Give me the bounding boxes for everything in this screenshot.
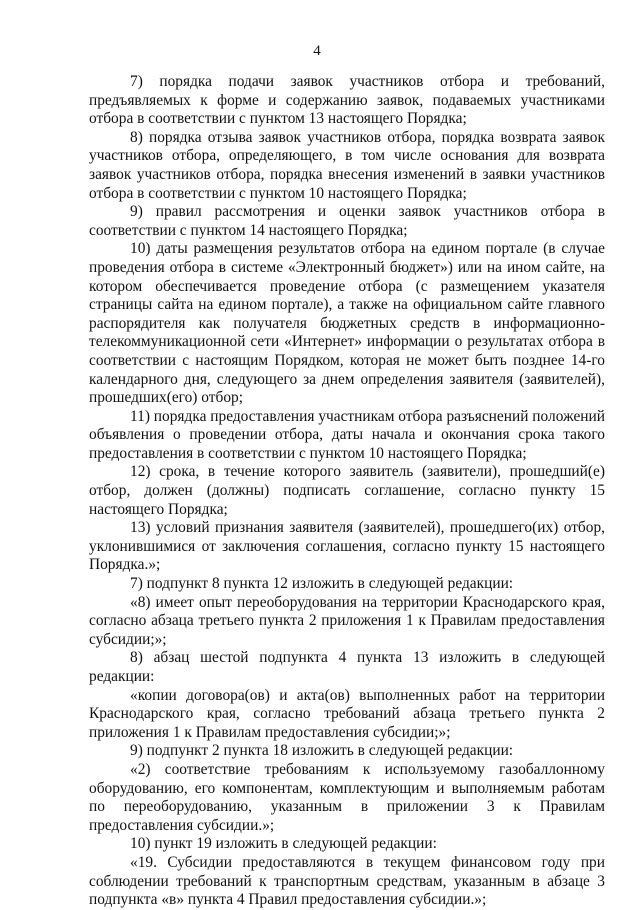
amendment-9-text: «2) соответствие требованиям к используемому газобаллонному оборудованию, его компонентам, комплектующим и выполняемым работам по переоборудованию, указанным в приложении 3 к Правилам предоставления субсидии.»;: [89, 760, 605, 834]
amendment-8-text: «копии договора(ов) и акта(ов) выполненных работ на территории Краснодарского края, согласно требований абзаца третьего пункта 2 приложения 1 к Правилам предоставления субсидии;»;: [89, 686, 605, 741]
page-number: 4: [313, 43, 321, 59]
paragraph-item-13: 13) условий признания заявителя (заявителей), прошедшего(их) отбор, уклонившимися от заключения соглашения, согласно пункту 15 настоящего Порядка.»;: [89, 519, 605, 574]
amendment-10-text: «19. Субсидии предоставляются в текущем финансовом году при соблюдении требований к транспортным средствам, указанным в абзаце 3 подпункта «в» пункта 4 Правил предоставления субсидии.»;: [89, 853, 605, 909]
paragraph-item-11: 11) порядка предоставления участникам отбора разъяснений положений объявления о проведении отбора, даты начала и окончания срока такого предоставления в соответствии с пунктом 10 настоящего Порядка;: [89, 407, 605, 462]
paragraph-item-10: 10) даты размещения результатов отбора на едином портале (в случае проведения отбора в системе «Электронный бюджет») или на ином сайте, на котором обеспечивается проведение отбора (с размещением указателя страницы сайта на едином портале), а также на официальном сайте главного распорядителя как получателя бюджетных средств в информационно-телекоммуникационной сети «Интернет» информации о результатах отбора в соответствии с настоящим Порядком, которая не может быть позднее 14-го календарного дня, следующего за днем определения заявителя (заявителей), прошедших(его) отбор;: [89, 240, 605, 407]
paragraph-item-7: 7) порядка подачи заявок участников отбора и требований, предъявляемых к форме и содержанию заявок, подаваемых участниками отбора в соответствии с пунктом 13 настоящего Порядка;: [89, 73, 605, 128]
document-body: [89, 73, 605, 910]
paragraph-item-8: 8) порядка отзыва заявок участников отбора, порядка возврата заявок участников отбора, определяющего, в том числе основания для возврата заявок участников отбора, порядка внесения изменений в заявки участников отбора в соответствии с пунктом 10 настоящего Порядка;: [89, 128, 605, 202]
amendment-7-heading: 7) подпункт 8 пункта 12 изложить в следующей редакции:: [130, 575, 514, 593]
amendment-10-heading: 10) пункт 19 изложить в следующей редакции:: [130, 835, 437, 853]
amendment-8-heading: 8) абзац шестой подпункта 4 пункта 13 изложить в следующей редакции:: [89, 649, 605, 685]
paragraph-item-9: 9) правил рассмотрения и оценки заявок участников отбора в соответствии с пунктом 14 настоящего Порядка;: [89, 203, 605, 239]
amendment-7-text: «8) имеет опыт переоборудования на территории Краснодарского края, согласно абзаца третьего пункта 2 приложения 1 к Правилам предоставления субсидии;»;: [89, 593, 605, 648]
amendment-9-heading: 9) подпункт 2 пункта 18 изложить в следующей редакции:: [130, 742, 514, 760]
paragraph-item-12: 12) срока, в течение которого заявитель (заявители), прошедший(е) отбор, должен (должны) подписать соглашение, согласно пункту 15 настоящего Порядка;: [89, 463, 605, 518]
